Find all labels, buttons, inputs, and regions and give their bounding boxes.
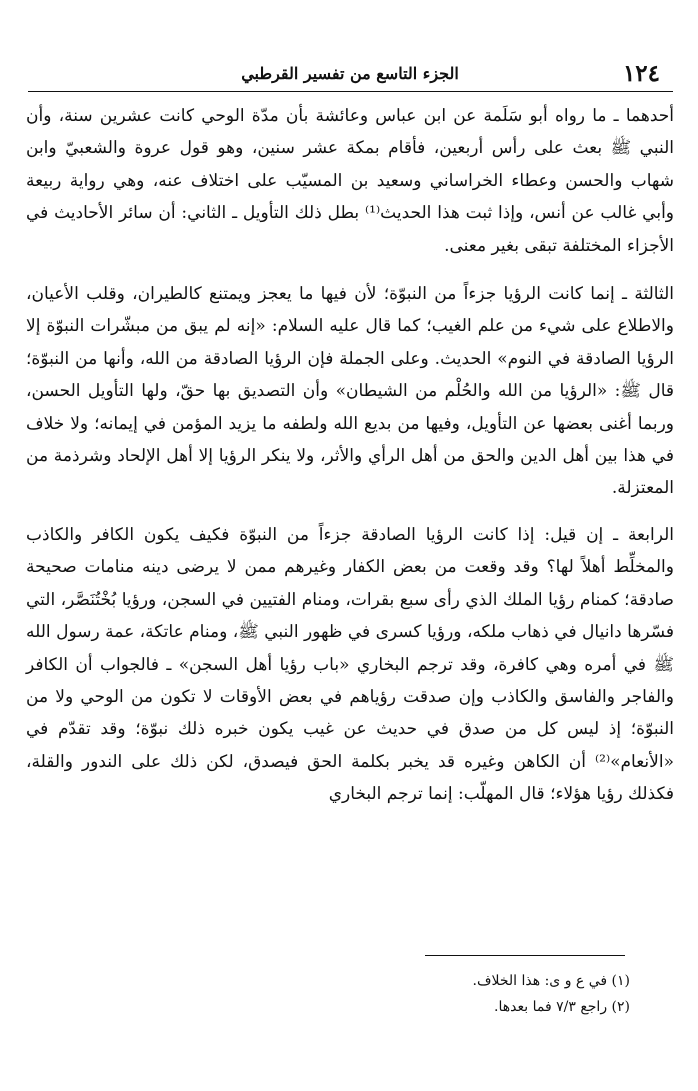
header-rule (28, 91, 673, 92)
footnote-2: (٢) راجع ٧/٣ فما بعدها. (494, 999, 630, 1015)
paragraph-first-interpretation: أحدهما ـ ما رواه أبو سَلَمة عن ابن عباس وعائشة بأن مدّة الوحي كانت عشرين سنة، وأن النبي ﷺ بعث على رأس أربعين، فأقام بمكة عشر سنين، وهو قول عروة والشعبيّ وابن شهاب والحسن وعطاء الخراساني وسعيد بن المسيّب على اختلاف عنه، وهي رواية ربيعة وأبي غالب عن أنس، وإذا ثبت هذا الحديث⁽¹⁾ بطل ذلك التأويل ـ الثاني: أن سائر الأحاديث في الأجزاء المختلفة تبقى بغير معنى. (26, 106, 674, 256)
footnote-rule (425, 955, 625, 956)
page-number: ١٢٤ (622, 60, 660, 87)
running-title: الجزء التاسع من تفسير القرطبي (241, 64, 459, 83)
page-header (30, 58, 670, 92)
paragraph-third-point: الثالثة ـ إنما كانت الرؤيا جزءاً من النبوّة؛ لأن فيها ما يعجز ويمتنع كالطيران، وقلب الأعيان، والاطلاع على شيء من علم الغيب؛ كما قال عليه السلام: «إنه لم يبق من مبشّرات النبوّة إلا الرؤيا الصادقة في النوم» الحديث. وعلى الجملة فإن الرؤيا الصادقة من الله، وأنها من النبوّة؛ قال ﷺ: «الرؤيا من الله والحُلْم من الشيطان» وأن التصديق بها حقّ، ولها التأويل الحسن، وربما أغنى بعضها عن التأويل، وفيها من بديع الله ولطفه ما يزيد المؤمن في إيمانه؛ ولا خلاف في هذا بين أهل الدين والحق من أهل الرأي والأثر، ولا ينكر الرؤيا إلا أهل الإلحاد وشرذمة من المعتزلة. (26, 284, 674, 499)
paragraph-fourth-point: الرابعة ـ إن قيل: إذا كانت الرؤيا الصادقة جزءاً من النبوّة فكيف يكون الكافر والكاذب والمخلِّط أهلاً لها؟ وقد وقعت من بعض الكفار وغيرهم ممن لا يرضى دينه منامات صحيحة صادقة؛ كمنام رؤيا الملك الذي رأى سبع بقرات، ومنام الفتيين في السجن، ورؤيا بُخْتُنَصَّر، التي فسّرها دانيال في ذهاب ملكه، ورؤيا كسرى في ظهور النبي ﷺ، ومنام عاتكة، عمة رسول الله ﷺ في أمره وهي كافرة، وقد ترجم البخاري «باب رؤيا أهل السجن» ـ فالجواب أن الكافر والفاجر والفاسق والكاذب وإن صدقت رؤياهم في بعض الأوقات لا تكون من الوحي ولا من النبوّة؛ إذ ليس كل من صدق في حديث عن غيب يكون خبره ذلك نبوّة؛ وقد تقدّم في «الأنعام»⁽²⁾ أن الكاهن وغيره قد يخبر بكلمة الحق فيصدق، لكن ذلك على الندور والقلة، فكذلك رؤيا هؤلاء؛ قال المهلّب: إنما ترجم البخاري (26, 524, 674, 805)
main-text (26, 100, 674, 811)
footnote-1: (١) في ع و ى: هذا الخلاف. (472, 973, 630, 989)
footnotes (260, 968, 630, 1020)
